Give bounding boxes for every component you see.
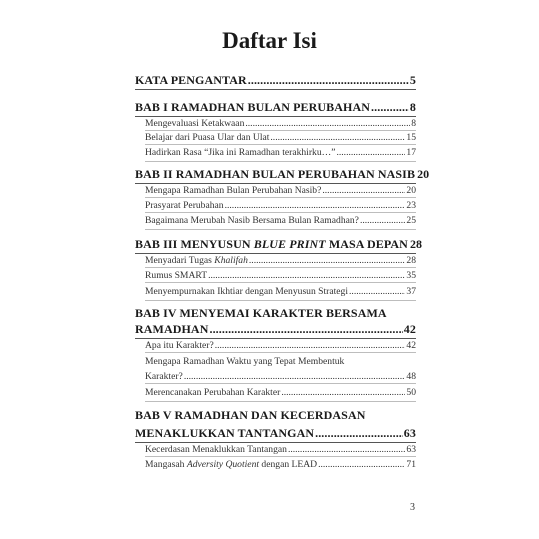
- toc-entry-label: Bagaimana Merubah Nasib Bersama Bulan Ramadhan?: [145, 215, 359, 226]
- toc-entry-section-cont: [145, 371, 416, 382]
- toc-entry-bab-4-cont: [135, 322, 416, 337]
- label-text: BAB III MENYUSUN: [135, 237, 254, 251]
- toc-entry-label: [145, 255, 248, 266]
- divider: [145, 197, 416, 198]
- toc-entry-label: RAMADHAN: [135, 322, 209, 336]
- toc-entry-label: Mengapa Ramadhan Bulan Perubahan Nasib?: [145, 185, 322, 196]
- toc-entry-label: Prasyarat Perubahan: [145, 200, 224, 211]
- toc-entry-section: [145, 200, 416, 211]
- toc-entry-page: 42: [406, 340, 416, 351]
- divider: [135, 338, 416, 339]
- divider: [145, 300, 416, 301]
- toc-entry-section: [145, 215, 416, 226]
- toc-entry-label: Hadirkan Rasa “Jika ini Ramadhan terakhirku…”: [145, 147, 336, 158]
- toc-entry-label: Rumus SMART: [145, 270, 208, 281]
- label-emphasis: Adversity Quotient: [186, 459, 260, 470]
- toc-entry-page: 17: [406, 147, 416, 158]
- toc-entry-label: BAB IV MENYEMAI KARAKTER BERSAMA: [135, 306, 387, 320]
- divider: [145, 352, 416, 353]
- toc-entry-section: [145, 340, 416, 351]
- toc-entry-page: 8: [409, 100, 416, 114]
- toc-entry-section: [145, 356, 416, 367]
- divider: [145, 282, 416, 283]
- toc-entry-page: 37: [406, 286, 416, 297]
- toc-entry-label: Menyempurnakan Ikhtiar dengan Menyusun Strategi: [145, 286, 349, 297]
- toc-entry-section: [145, 459, 416, 470]
- toc-entry-section: [145, 132, 416, 143]
- label-text: dengan LEAD: [259, 459, 318, 470]
- toc-entry-page: 35: [406, 270, 416, 281]
- divider: [135, 253, 416, 254]
- divider: [135, 116, 416, 117]
- toc-entry-page: 50: [406, 387, 416, 398]
- divider: [145, 229, 416, 230]
- toc-entry-page: 48: [406, 371, 416, 382]
- toc-entry-label: [135, 237, 408, 252]
- toc-entry-label: BAB V RAMADHAN DAN KECERDASAN: [135, 408, 366, 422]
- toc-entry-bab-2: [135, 167, 430, 182]
- toc-entry-bab-1: [135, 100, 416, 115]
- toc-entry-page: 42: [403, 322, 416, 336]
- toc-entry-page: 23: [406, 200, 416, 211]
- toc-entry-section: [145, 255, 416, 266]
- toc-entry-section: [145, 387, 416, 398]
- toc-entry-bab-5-cont: [135, 426, 416, 441]
- toc-entry-page: 5: [409, 73, 416, 87]
- divider: [135, 89, 416, 90]
- toc-entry-page: 25: [406, 215, 416, 226]
- divider: [145, 212, 416, 213]
- label-text: MASA DEPAN: [325, 237, 408, 251]
- toc-entry-section: [145, 147, 416, 158]
- divider: [135, 183, 416, 184]
- toc-entry-bab-5: [135, 408, 416, 423]
- toc-entry-page: 71: [406, 459, 416, 470]
- label-text: Mangasah: [145, 459, 187, 470]
- page-title: Daftar Isi: [222, 28, 317, 53]
- divider: [145, 383, 416, 384]
- toc-entry-bab-3: [135, 237, 423, 252]
- toc-entry-label: KATA PENGANTAR: [135, 73, 247, 87]
- toc-entry-page: 15: [406, 132, 416, 143]
- divider: [145, 267, 416, 268]
- toc-entry-label: BAB II RAMADHAN BULAN PERUBAHAN NASIB: [135, 167, 416, 181]
- toc-entry-label: Kecerdasan Menaklukkan Tantangan: [145, 444, 287, 455]
- toc-entry-label: BAB I RAMADHAN BULAN PERUBAHAN: [135, 100, 371, 114]
- toc-entry-page: 20: [406, 185, 416, 196]
- divider: [145, 130, 416, 131]
- toc-entry-section: [145, 444, 416, 455]
- toc-entry-page: 28: [409, 237, 423, 251]
- toc-entry-page: 20: [417, 167, 430, 181]
- toc-entry-label: [145, 459, 317, 470]
- label-emphasis: Khalifah: [214, 255, 248, 266]
- toc-entry-label: MENAKLUKKAN TANTANGAN: [135, 426, 315, 440]
- divider: [145, 161, 416, 162]
- toc-entry-label: Merencanakan Perubahan Karakter: [145, 387, 281, 398]
- toc-entry-bab-4: [135, 306, 416, 321]
- divider: [135, 442, 416, 443]
- toc-entry-section: [145, 185, 416, 196]
- toc-entry-label: Belajar dari Puasa Ular dan Ulat: [145, 132, 270, 143]
- toc-entry-page: 28: [406, 255, 416, 266]
- toc-entry-label: Mengapa Ramadhan Waktu yang Tepat Membentuk: [145, 356, 345, 367]
- divider: [145, 456, 416, 457]
- toc-entry-section: [145, 286, 416, 297]
- toc-entry-label: Mengevaluasi Ketakwaan: [145, 118, 245, 129]
- toc-entry-kata-pengantar: [135, 73, 416, 88]
- label-emphasis: BLUE PRINT: [253, 237, 326, 251]
- toc-entry-page: 63: [403, 426, 416, 440]
- toc-entry-label: Apa itu Karakter?: [145, 340, 214, 351]
- toc-entry-label: Karakter?: [145, 371, 183, 382]
- toc-entry-page: 63: [406, 444, 416, 455]
- page-number: 3: [410, 502, 415, 513]
- divider: [145, 144, 416, 145]
- label-text: Menyadari Tugas: [145, 255, 215, 266]
- toc-entry-section: [145, 118, 416, 129]
- toc-entry-section: [145, 270, 416, 281]
- divider: [145, 401, 416, 402]
- toc-entry-page: 8: [411, 118, 416, 129]
